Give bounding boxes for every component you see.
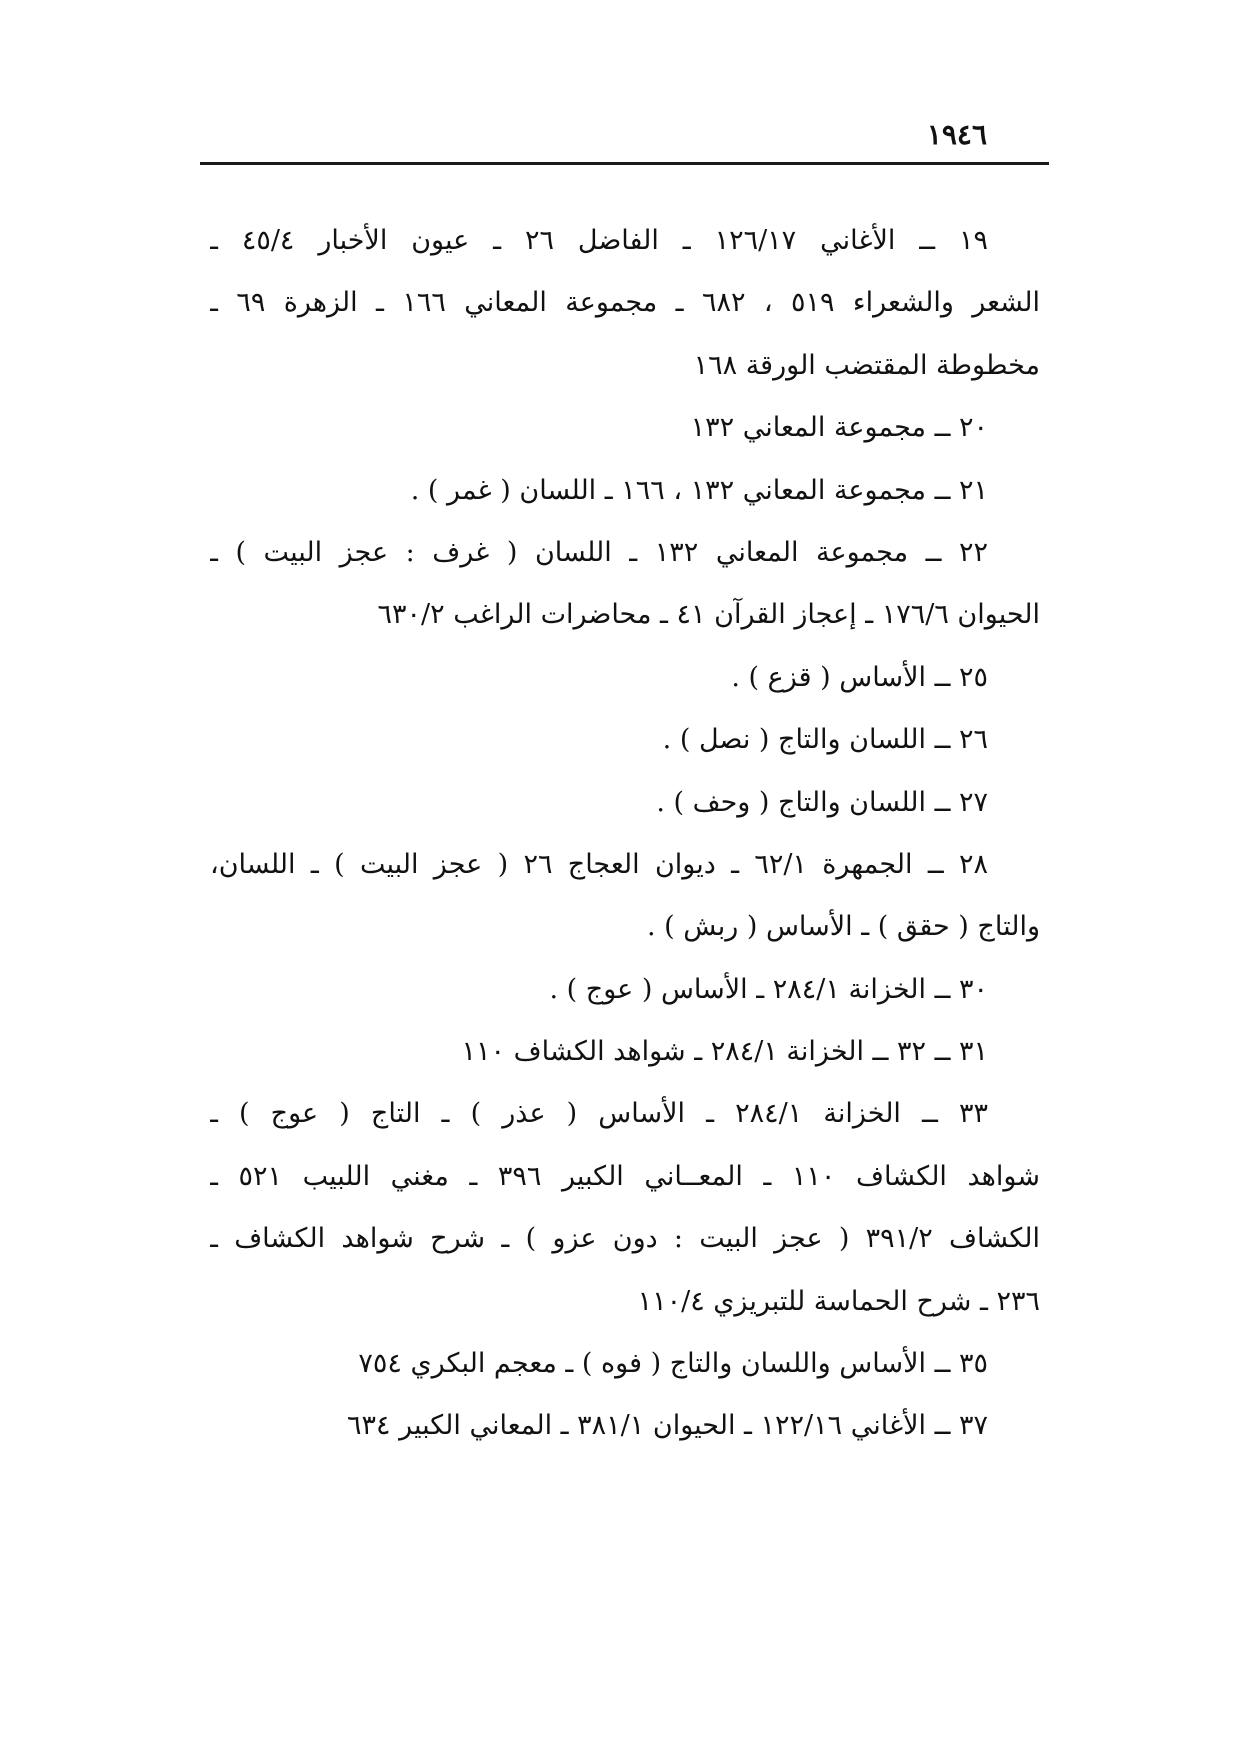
text-line: ٢٠ ــ مجموعة المعاني ١٣٢ [690,412,988,444]
footnotes-body [210,210,1040,1458]
text-line: الحيوان ١٧٦/٦ ـ إعجاز القرآن ٤١ ـ محاضرات الراغب ٦٣٠/٢ [377,599,1040,631]
page-number: ١٩٤٦ [926,118,987,151]
text-line: والتاج ( حقق ) ـ الأساس ( ربش ) . [647,911,1040,943]
header-rule [200,162,1049,165]
text-line: ١٩ ــ الأغاني ١٢٦/١٧ ـ الفاضل ٢٦ ـ عيون الأخبار ٤٥/٤ ـ [210,225,988,256]
text-line: ٣٧ ــ الأغاني ١٢٢/١٦ ـ الحيوان ٣٨١/١ ـ المعاني الكبير ٦٣٤ [346,1410,988,1442]
text-line: ٢٨ ــ الجمهرة ٦٢/١ ـ ديوان العجاج ٢٦ ( عجز البيت ) ـ اللسان، [210,848,989,880]
text-line: مخطوطة المقتضب الورقة ١٦٨ [693,349,1040,381]
text-line: ٣٣ ــ الخزانة ٢٨٤/١ ـ الأساس ( عذر ) ـ التاج ( عوج ) ـ [210,1098,988,1130]
text-line: الشعر والشعراء ٥١٩ ، ٦٨٢ ـ مجموعة المعاني ١٦٦ ـ الزهرة ٦٩ ـ [210,287,1040,319]
text-line: ٢٣٦ ـ شرح الحماسة للتبريزي ١١٠/٤ [637,1285,1040,1317]
text-line: ٣١ ــ ٣٢ ــ الخزانة ٢٨٤/١ ـ شواهد الكشاف ١١٠ [461,1036,988,1068]
text-line: ٢٢ ــ مجموعة المعاني ١٣٢ ـ اللسان ( غرف : عجز البيت ) ـ [210,536,989,568]
text-line: ٢١ ــ مجموعة المعاني ١٣٢ ، ١٦٦ ـ اللسان ( غمر ) . [410,474,988,506]
text-line: ٢٥ ــ الأساس ( قزع ) . [731,661,988,693]
text-line: ٢٧ ــ اللسان والتاج ( وحف ) . [656,786,988,818]
text-line: ٣٠ ــ الخزانة ٢٨٤/١ ـ الأساس ( عوج ) . [549,973,988,1005]
text-line: شواهد الكشاف ١١٠ ـ المعــاني الكبير ٣٩٦ ـ مغني اللبيب ٥٢١ ـ [210,1160,1040,1192]
text-line: الكشاف ٣٩١/٢ ( عجز البيت : دون عزو ) ـ شرح شواهد الكشاف ـ [210,1223,1040,1255]
text-line: ٢٦ ــ اللسان والتاج ( نصل ) . [662,724,988,756]
text-line: ٣٥ ــ الأساس واللسان والتاج ( فوه ) ـ معجم البكري ٧٥٤ [358,1348,988,1380]
